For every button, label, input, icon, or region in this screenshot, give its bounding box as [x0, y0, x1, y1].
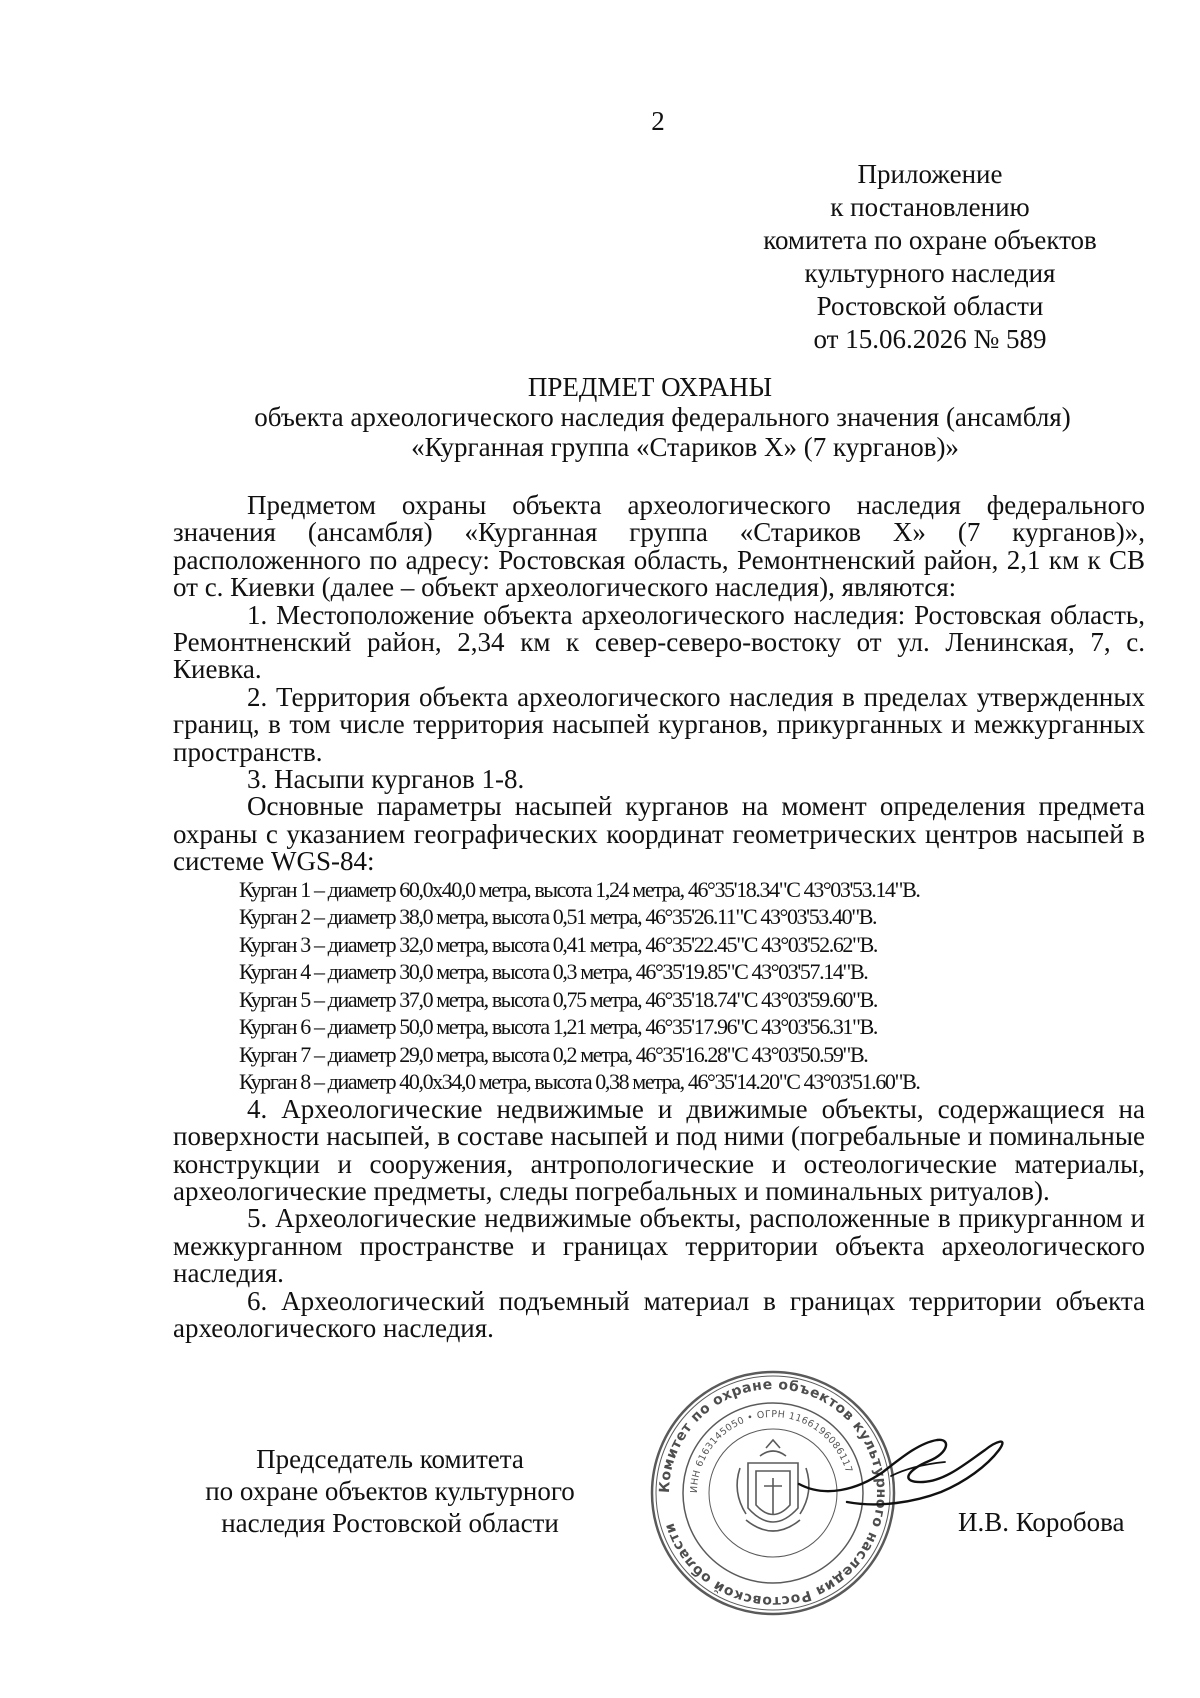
- handwritten-signature: [795, 1428, 1015, 1513]
- item-mounds: 3. Насыпи курганов 1-8.: [247, 764, 525, 795]
- signatory-name: И.В. Коробова: [958, 1507, 1125, 1537]
- title-heading: ПРЕДМЕТ ОХРАНЫ: [527, 372, 773, 402]
- kurgan-list: [173, 876, 1145, 1096]
- seal-outer-text: Комитет по охране объектов культурного наследия Ростовской области: [656, 1376, 890, 1610]
- kurgan-entry: Курган 4 – диаметр 30,0 метра, высота 0,3 метра, 46°35'19.85"С 43°03'57.14"В.: [239, 959, 868, 985]
- attachment-header: [740, 158, 1120, 356]
- title-subtitle: объекта археологического наследия федерального значения (ансамбля): [254, 402, 1071, 432]
- attachment-line: комитета по охране объектов: [763, 225, 1097, 255]
- kurgan-entry: Курган 2 – диаметр 38,0 метра, высота 0,51 метра, 46°35'26.11"С 43°03'53.40"В.: [239, 904, 877, 930]
- page-number: 2: [651, 106, 665, 136]
- params-intro: Основные параметры насыпей курганов на момент определения предмета охраны с указанием географических координат геометрических центров насыпей в системе WGS-84:: [173, 791, 1145, 877]
- intro-paragraph: Предметом охраны объекта археологического наследия федерального значения (ансамбля) «Курганная группа «Стариков Х» (7 курганов)», расположенного по адресу: Ростовская область, Ремонтненский район, 2,1 км к СВ от с. Киевки (далее – объект археологического наследия), являются:: [173, 490, 1145, 603]
- kurgan-entry: Курган 8 – диаметр 40,0х34,0 метра, высота 0,38 метра, 46°35'14.20"С 43°03'51.60"В.: [239, 1069, 920, 1095]
- title-object-name: «Курганная группа «Стариков Х» (7 курганов)»: [411, 432, 959, 462]
- kurgan-entry: Курган 6 – диаметр 50,0 метра, высота 1,21 метра, 46°35'17.96"С 43°03'56.31"В.: [239, 1014, 877, 1040]
- chair-line: Председатель комитета: [256, 1444, 524, 1474]
- document-body: [173, 492, 1145, 1342]
- item-surface-material: 6. Археологический подъемный материал в границах территории объекта археологического наследия.: [173, 1285, 1145, 1343]
- item-territory: 2. Территория объекта археологического наследия в пределах утвержденных границ, в том числе территория насыпей курганов, прикурганных и межкурганных пространств.: [173, 681, 1145, 767]
- attachment-date: от 15.06.2026 № 589: [813, 324, 1047, 354]
- chair-line: наследия Ростовской области: [221, 1508, 559, 1538]
- attachment-line: к постановлению: [830, 192, 1030, 222]
- attachment-line: Ростовской области: [816, 291, 1044, 321]
- document-title: [150, 372, 1150, 462]
- attachment-line: Приложение: [857, 159, 1003, 189]
- item-location: 1. Местоположение объекта археологического наследия: Ростовская область, Ремонтненский район, 2,34 км к север-северо-востоку от ул. Ленинская, 7, с. Киевка.: [173, 599, 1145, 685]
- kurgan-entry: Курган 7 – диаметр 29,0 метра, высота 0,2 метра, 46°35'16.28"С 43°03'50.59"В.: [239, 1041, 868, 1067]
- kurgan-entry: Курган 1 – диаметр 60,0х40,0 метра, высота 1,24 метра, 46°35'18.34"С 43°03'53.14"В.: [239, 876, 920, 902]
- kurgan-entry: Курган 3 – диаметр 32,0 метра, высота 0,41 метра, 46°35'22.45"С 43°03'52.62"В.: [239, 931, 877, 957]
- seal-inner-text: ИНН 6163145050 • ОГРН 1166196086117: [688, 1408, 855, 1494]
- item-immovable-objects: 5. Археологические недвижимые объекты, расположенные в прикурганном и межкурганном пространстве и границах территории объекта археологического наследия.: [173, 1203, 1145, 1289]
- attachment-line: культурного наследия: [804, 258, 1056, 288]
- chair-title: [180, 1443, 600, 1539]
- item-objects: 4. Археологические недвижимые и движимые объекты, содержащиеся на поверхности насыпей, в составе насыпей и под ними (погребальные и поминальные конструкции и сооружения, антропологические и остеологические материалы, археологические предметы, следы погребальных и поминальных ритуалов).: [173, 1093, 1145, 1206]
- chair-line: по охране объектов культурного: [205, 1476, 575, 1506]
- kurgan-entry: Курган 5 – диаметр 37,0 метра, высота 0,75 метра, 46°35'18.74"С 43°03'59.60"В.: [239, 986, 877, 1012]
